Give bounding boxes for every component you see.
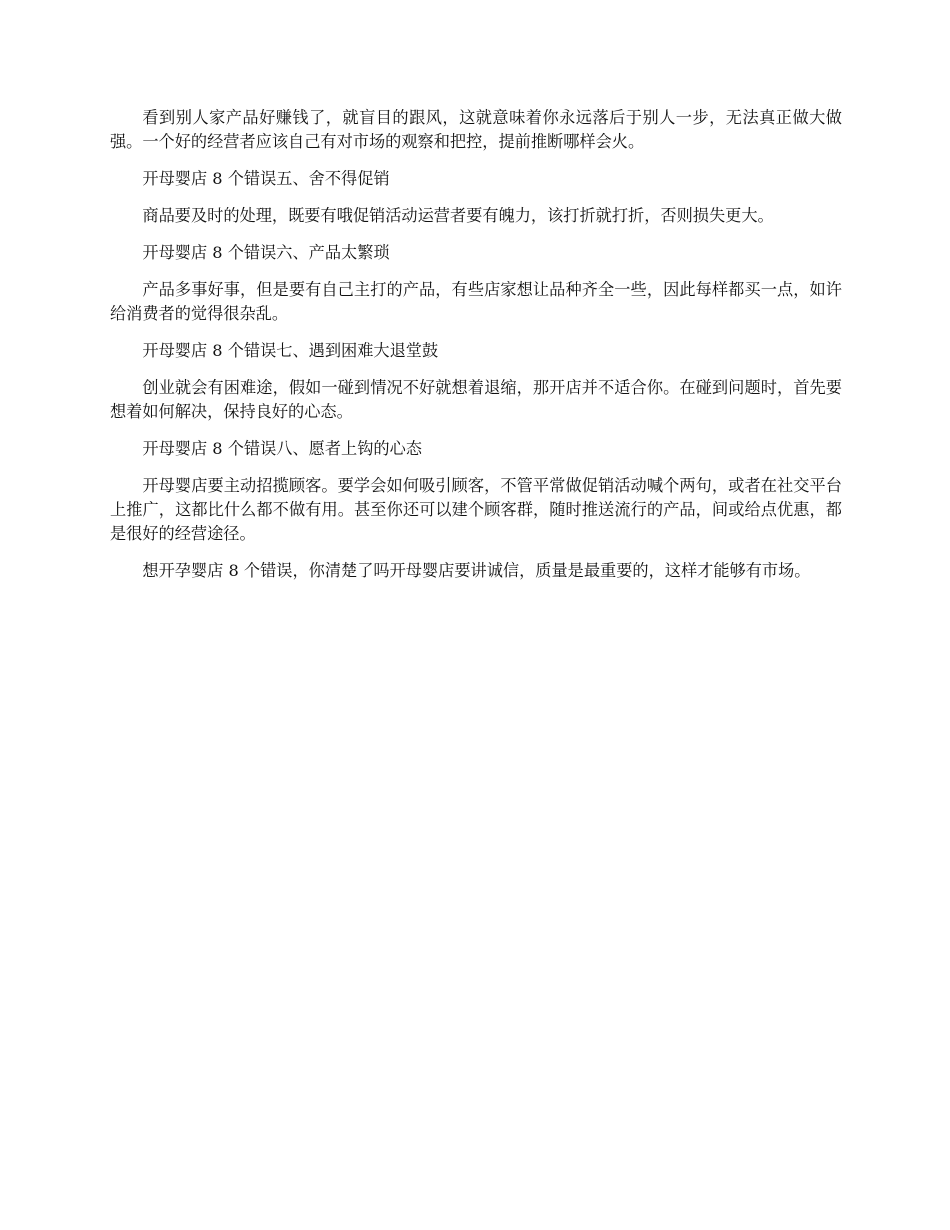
paragraph-difficulties: 创业就会有困难途，假如一碰到情况不好就想着退缩，那开店并不适合你。在碰到问题时，首先要想着如何解决，保持良好的心态。 bbox=[110, 378, 842, 421]
paragraph-conclusion: 想开孕婴店 8 个错误，你清楚了吗开母婴店要讲诚信，质量是最重要的，这样才能够有市场。 bbox=[142, 561, 811, 580]
document-page bbox=[110, 106, 842, 596]
paragraph-attract-customers: 开母婴店要主动招揽顾客。要学会如何吸引顾客，不管平常做促销活动喊个两句，或者在社交平台上推广，这都比什么都不做有用。甚至你还可以建个顾客群，随时推送流行的产品，间或给点优惠，都是很好的经营途径。 bbox=[110, 476, 842, 543]
paragraph-products: 产品多事好事，但是要有自己主打的产品，有些店家想让品种齐全一些，因此每样都买一点，如许给消费者的觉得很杂乱。 bbox=[110, 280, 842, 323]
heading-error-7: 开母婴店 8 个错误七、遇到困难大退堂鼓 bbox=[142, 341, 439, 360]
paragraph-follow-trend: 看到别人家产品好赚钱了，就盲目的跟风，这就意味着你永远落后于别人一步，无法真正做大做强。一个好的经营者应该自己有对市场的观察和把控，提前推断哪样会火。 bbox=[110, 108, 842, 151]
paragraph-promotion: 商品要及时的处理，既要有哦促销活动运营者要有魄力，该打折就打折，否则损失更大。 bbox=[142, 206, 774, 225]
heading-error-6: 开母婴店 8 个错误六、产品太繁琐 bbox=[142, 243, 390, 262]
heading-error-8: 开母婴店 8 个错误八、愿者上钩的心态 bbox=[142, 439, 422, 458]
heading-error-5: 开母婴店 8 个错误五、舍不得促销 bbox=[142, 169, 390, 188]
